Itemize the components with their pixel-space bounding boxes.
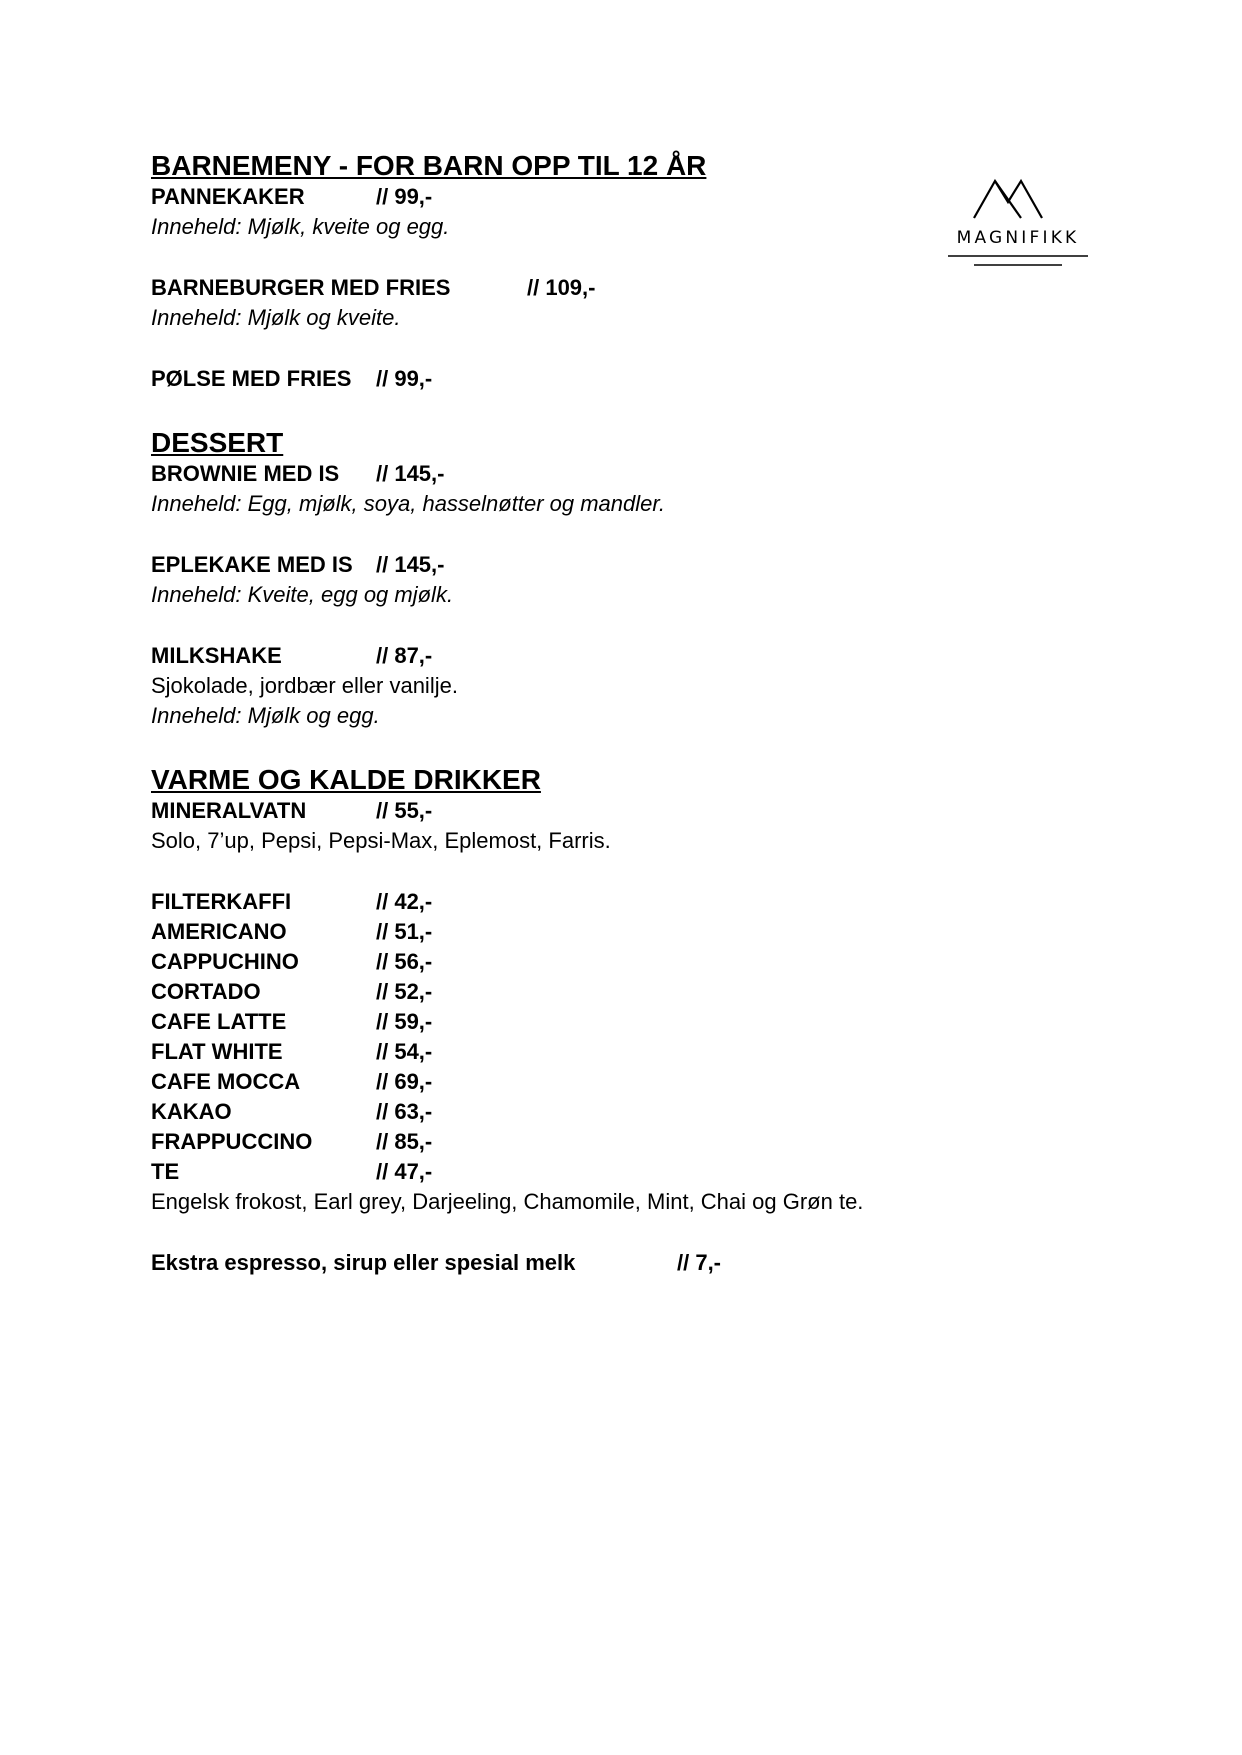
menu-item bbox=[151, 273, 931, 303]
item-price: // 99,- bbox=[376, 184, 433, 209]
item-price: // 99,- bbox=[376, 366, 433, 391]
item-price: // 7,- bbox=[677, 1250, 722, 1275]
menu-item bbox=[151, 1127, 931, 1157]
item-allergens: Inneheld: Mjølk og egg. bbox=[151, 703, 380, 728]
item-price: // 51,- bbox=[376, 919, 433, 944]
menu-item bbox=[151, 182, 931, 212]
item-price: // 145,- bbox=[376, 461, 445, 486]
item-price: // 87,- bbox=[376, 643, 433, 668]
item-price: // 56,- bbox=[376, 949, 433, 974]
menu-item bbox=[151, 796, 931, 826]
menu-item bbox=[151, 887, 931, 917]
item-price: // 145,- bbox=[376, 552, 445, 577]
logo-text: MAGNIFIKK bbox=[956, 228, 1080, 248]
menu-item bbox=[151, 1157, 931, 1187]
item-name: CAPPUCHINO bbox=[151, 949, 299, 974]
item-description: Solo, 7’up, Pepsi, Pepsi-Max, Eplemost, Farris. bbox=[151, 828, 611, 853]
item-allergens: Inneheld: Mjølk, kveite og egg. bbox=[151, 214, 450, 239]
item-name: CAFE MOCCA bbox=[151, 1069, 301, 1094]
item-price: // 42,- bbox=[376, 889, 433, 914]
menu-item bbox=[151, 917, 931, 947]
section-title-drinks: VARME OG KALDE DRIKKER bbox=[151, 764, 541, 795]
menu-item bbox=[151, 550, 931, 580]
item-allergens: Inneheld: Kveite, egg og mjølk. bbox=[151, 582, 454, 607]
item-price: // 85,- bbox=[376, 1129, 433, 1154]
mountain-logo-icon bbox=[948, 172, 1088, 272]
item-name: TE bbox=[151, 1159, 180, 1184]
item-name: BARNEBURGER MED FRIES bbox=[151, 275, 451, 300]
item-name: PØLSE MED FRIES bbox=[151, 366, 352, 391]
item-name: FRAPPUCCINO bbox=[151, 1129, 313, 1154]
menu-item bbox=[151, 1007, 931, 1037]
item-name: MILKSHAKE bbox=[151, 643, 282, 668]
item-name: FILTERKAFFI bbox=[151, 889, 292, 914]
item-name: CORTADO bbox=[151, 979, 261, 1004]
menu-item bbox=[151, 947, 931, 977]
menu-item bbox=[151, 641, 931, 671]
item-name: PANNEKAKER bbox=[151, 184, 305, 209]
item-name: AMERICANO bbox=[151, 919, 287, 944]
item-description: Sjokolade, jordbær eller vanilje. bbox=[151, 673, 458, 698]
menu-item bbox=[151, 1067, 931, 1097]
item-allergens: Inneheld: Mjølk og kveite. bbox=[151, 305, 401, 330]
item-price: // 59,- bbox=[376, 1009, 433, 1034]
item-price: // 52,- bbox=[376, 979, 433, 1004]
item-price: // 63,- bbox=[376, 1099, 433, 1124]
menu-item bbox=[151, 459, 931, 489]
menu-item bbox=[151, 977, 931, 1007]
section-title-kids: BARNEMENY - FOR BARN OPP TIL 12 ÅR bbox=[151, 150, 707, 181]
item-name: MINERALVATN bbox=[151, 798, 307, 823]
menu-content bbox=[151, 150, 931, 1278]
section-title-dessert: DESSERT bbox=[151, 427, 284, 458]
menu-item bbox=[151, 1097, 931, 1127]
menu-item bbox=[151, 1037, 931, 1067]
item-name: KAKAO bbox=[151, 1099, 232, 1124]
magnifikk-logo bbox=[948, 172, 1088, 272]
item-price: // 47,- bbox=[376, 1159, 433, 1184]
item-name: FLAT WHITE bbox=[151, 1039, 283, 1064]
item-price: // 55,- bbox=[376, 798, 433, 823]
item-price: // 109,- bbox=[527, 275, 596, 300]
menu-item bbox=[151, 364, 931, 394]
item-name: Ekstra espresso, sirup eller spesial melk bbox=[151, 1250, 576, 1275]
item-name: BROWNIE MED IS bbox=[151, 461, 340, 486]
item-price: // 54,- bbox=[376, 1039, 433, 1064]
item-allergens: Inneheld: Egg, mjølk, soya, hasselnøtter og mandler. bbox=[151, 491, 665, 516]
item-price: // 69,- bbox=[376, 1069, 433, 1094]
item-name: CAFE LATTE bbox=[151, 1009, 287, 1034]
item-name: EPLEKAKE MED IS bbox=[151, 552, 353, 577]
tea-description: Engelsk frokost, Earl grey, Darjeeling, Chamomile, Mint, Chai og Grøn te. bbox=[151, 1189, 864, 1214]
extra-item bbox=[151, 1248, 931, 1278]
